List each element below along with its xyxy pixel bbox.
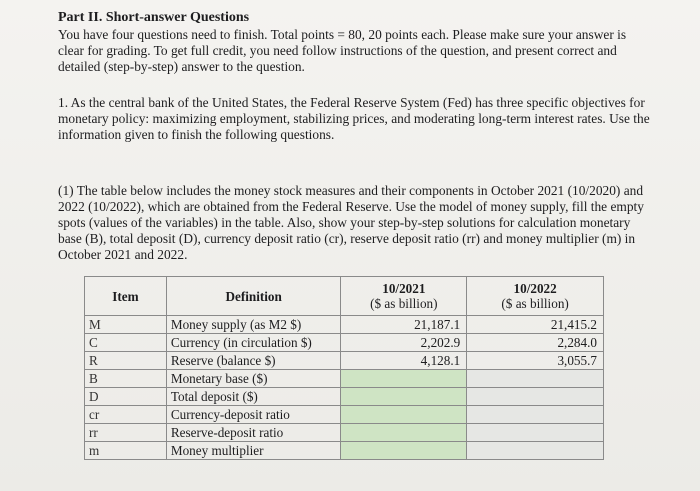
header-2022-date: 10/2022 bbox=[513, 281, 557, 296]
row-definition: Reserve (balance $) bbox=[166, 352, 341, 370]
row-definition: Reserve-deposit ratio bbox=[166, 424, 341, 442]
header-2021 bbox=[341, 277, 467, 316]
table-body bbox=[85, 316, 604, 460]
money-supply-table bbox=[84, 276, 604, 460]
table-row bbox=[85, 388, 604, 406]
row-symbol: C bbox=[85, 334, 167, 352]
row-symbol: cr bbox=[85, 406, 167, 424]
table-row bbox=[85, 352, 604, 370]
header-2021-date: 10/2021 bbox=[382, 281, 426, 296]
row-definition: Money supply (as M2 $) bbox=[166, 316, 341, 334]
money-supply-table-wrapper bbox=[84, 276, 604, 460]
table-row bbox=[85, 370, 604, 388]
empty-cell-2022[interactable] bbox=[467, 424, 604, 442]
table-row bbox=[85, 406, 604, 424]
empty-cell-2021[interactable] bbox=[341, 370, 467, 388]
header-2022-unit: ($ as billion) bbox=[501, 296, 569, 311]
row-definition: Money multiplier bbox=[166, 442, 341, 460]
empty-cell-2021[interactable] bbox=[341, 406, 467, 424]
row-symbol: m bbox=[85, 442, 167, 460]
empty-cell-2021[interactable] bbox=[341, 388, 467, 406]
value-2022: 3,055.7 bbox=[467, 352, 604, 370]
value-2022: 2,284.0 bbox=[467, 334, 604, 352]
section-title: Part II. Short-answer Questions bbox=[58, 10, 250, 25]
question-1-part-1: (1) The table below includes the money stock measures and their components in October 2021 (10/2020) and 2022 (10/2022), which are obtained from the Federal Reserve. Use the model of money supply, fill the empty spots (values of the variables) in the table. Also, show your step-by-step solutions for calculation monetary base (B), total deposit (D), currency deposit ratio (cr), reserve deposit ratio (rr) and money multiplier (m) in October 2021 and 2022. bbox=[58, 183, 644, 262]
row-symbol: R bbox=[85, 352, 167, 370]
row-symbol: B bbox=[85, 370, 167, 388]
value-2021: 2,202.9 bbox=[341, 334, 467, 352]
row-definition: Monetary base ($) bbox=[166, 370, 341, 388]
table-row bbox=[85, 424, 604, 442]
empty-cell-2022[interactable] bbox=[467, 388, 604, 406]
empty-cell-2022[interactable] bbox=[467, 406, 604, 424]
row-symbol: M bbox=[85, 316, 167, 334]
intro-paragraph: You have four questions need to finish. Total points = 80, 20 points each. Please make sure your answer is clear for grading. To get full credit, you need follow instructions of the question, and present correct and detailed (step-by-step) answer to the question. bbox=[58, 27, 627, 74]
empty-cell-2022[interactable] bbox=[467, 442, 604, 460]
row-definition: Currency (in circulation $) bbox=[166, 334, 341, 352]
header-item: Item bbox=[85, 277, 167, 316]
table-row bbox=[85, 334, 604, 352]
row-definition: Total deposit ($) bbox=[166, 388, 341, 406]
row-definition: Currency-deposit ratio bbox=[166, 406, 341, 424]
empty-cell-2021[interactable] bbox=[341, 442, 467, 460]
empty-cell-2021[interactable] bbox=[341, 424, 467, 442]
value-2022: 21,415.2 bbox=[467, 316, 604, 334]
table-row bbox=[85, 442, 604, 460]
question-1: 1. As the central bank of the United States, the Federal Reserve System (Fed) has three specific objectives for monetary policy: maximizing employment, stabilizing prices, and moderating long-term interest rates. Use the information given to finish the following questions. bbox=[58, 95, 650, 142]
row-symbol: rr bbox=[85, 424, 167, 442]
header-2022 bbox=[467, 277, 604, 316]
table-header-row bbox=[85, 277, 604, 316]
value-2021: 21,187.1 bbox=[341, 316, 467, 334]
table-row bbox=[85, 316, 604, 334]
header-2021-unit: ($ as billion) bbox=[370, 296, 438, 311]
header-definition: Definition bbox=[166, 277, 341, 316]
value-2021: 4,128.1 bbox=[341, 352, 467, 370]
empty-cell-2022[interactable] bbox=[467, 370, 604, 388]
row-symbol: D bbox=[85, 388, 167, 406]
